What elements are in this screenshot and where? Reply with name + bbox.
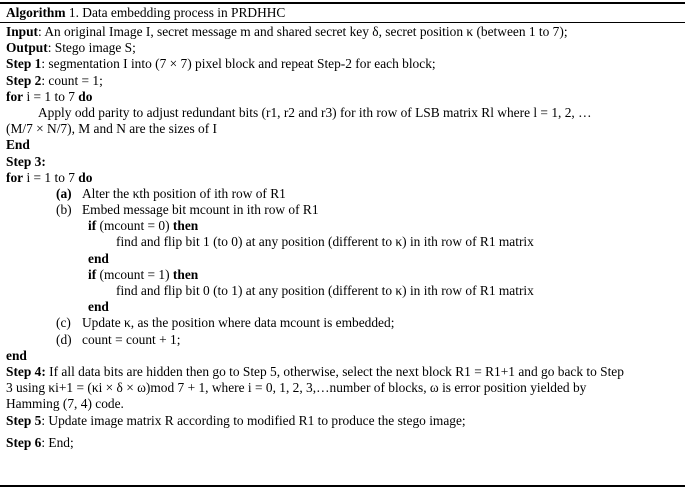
parity-line-1: Apply odd parity to adjust redundant bits (r1, r2 and r3) for ith row of LSB matrix Rl where l = 1, 2, … xyxy=(38,104,592,120)
title-text: . Data embedding process in PRDHHC xyxy=(75,5,286,20)
end-if1-kw: end xyxy=(88,299,109,315)
step2-label: Step 2 xyxy=(6,72,42,88)
output-text: : Stego image S; xyxy=(47,40,136,56)
sub-a-text: Alter the κth position of ith row of R1 xyxy=(82,185,286,201)
if0-kw: if xyxy=(88,218,97,234)
loop1-line xyxy=(6,89,679,105)
end-if0-line xyxy=(6,251,679,267)
loop1-for: for xyxy=(6,88,24,104)
output-line xyxy=(6,40,679,56)
loop1-range: i = 1 to 7 xyxy=(23,88,79,104)
input-text: : An original Image I, secret message m and shared secret key δ, secret position κ (between 1 to 7); xyxy=(38,24,568,39)
end-if1-line xyxy=(6,299,679,315)
step5-text: : Update image matrix R according to modified R1 to produce the stego image; xyxy=(41,412,466,428)
end-loop-line xyxy=(6,348,679,364)
step3-label: Step 3: xyxy=(6,153,46,169)
end-loop-kw: end xyxy=(6,347,27,363)
flip1-line: find and flip bit 1 (to 0) at any position (different to κ) in ith row of R1 matrix xyxy=(116,234,534,250)
sub-c-line xyxy=(6,315,679,331)
if1-then: then xyxy=(172,266,199,282)
sub-b-text: Embed message bit mcount in ith row of R1 xyxy=(82,202,319,218)
sub-d-line xyxy=(6,332,679,348)
loop2-range: i = 1 to 7 xyxy=(23,169,79,185)
title-number: 1 xyxy=(68,5,76,20)
title-label: Algorithm xyxy=(6,5,66,20)
loop2-for: for xyxy=(6,169,24,185)
sub-c-enum: (c) xyxy=(56,315,71,331)
if1-kw: if xyxy=(88,266,97,282)
step3-line xyxy=(6,154,679,170)
sub-b-line xyxy=(6,202,679,218)
step1-label: Step 1 xyxy=(6,56,42,72)
if0-cond: (mcount = 0) xyxy=(96,218,173,234)
step1-line xyxy=(6,56,679,72)
loop2-do: do xyxy=(78,169,93,185)
loop1-do: do xyxy=(78,88,93,104)
if1-cond: (mcount = 1) xyxy=(96,266,173,282)
sub-b-enum: (b) xyxy=(56,202,72,218)
sub-d-text: count = count + 1; xyxy=(82,331,181,347)
algorithm-title xyxy=(0,4,685,23)
input-line xyxy=(6,24,679,40)
step2-text: : count = 1; xyxy=(41,72,103,88)
step6-text: : End; xyxy=(41,434,74,450)
algorithm-body xyxy=(0,23,685,451)
step4-line-2: 3 using κi+1 = (κi × δ × ω)mod 7 + 1, where i = 0, 1, 2, 3,…number of blocks, ω is error position yielded by xyxy=(6,380,587,396)
algorithm-box xyxy=(0,2,685,487)
end1-kw: End xyxy=(6,137,30,153)
input-label: Input xyxy=(6,24,39,39)
flip0-line: find and flip bit 0 (to 1) at any position (different to κ) in ith row of R1 matrix xyxy=(116,283,534,298)
step1-text: : segmentation I into (7 × 7) pixel block and repeat Step-2 for each block; xyxy=(41,56,436,72)
step4-text-1: If all data bits are hidden then go to Step 5, otherwise, select the next block R1 = R1+1 and go back to Step xyxy=(45,363,624,379)
sub-a-line xyxy=(6,186,679,202)
step2-line xyxy=(6,73,679,89)
loop2-line xyxy=(6,170,679,186)
step6-line xyxy=(6,435,679,451)
if1-line xyxy=(6,267,679,283)
step5-line xyxy=(6,413,679,429)
if0-then: then xyxy=(172,218,199,234)
sub-d-enum: (d) xyxy=(56,331,72,347)
if0-line xyxy=(6,218,679,234)
step4-line-1 xyxy=(6,364,679,380)
output-label: Output xyxy=(6,40,48,56)
sub-c-text: Update κ, as the position where data mcount is embedded; xyxy=(82,315,395,331)
step4-label: Step 4: xyxy=(6,363,46,379)
step6-label: Step 6 xyxy=(6,434,42,450)
step4-line-3: Hamming (7, 4) code. xyxy=(6,396,124,412)
end-line-1 xyxy=(6,137,679,153)
sub-a-enum: (a) xyxy=(56,185,72,201)
parity-line-2: (M/7 × N/7), M and N are the sizes of I xyxy=(6,121,217,137)
step5-label: Step 5 xyxy=(6,412,42,428)
end-if0-kw: end xyxy=(88,250,109,266)
